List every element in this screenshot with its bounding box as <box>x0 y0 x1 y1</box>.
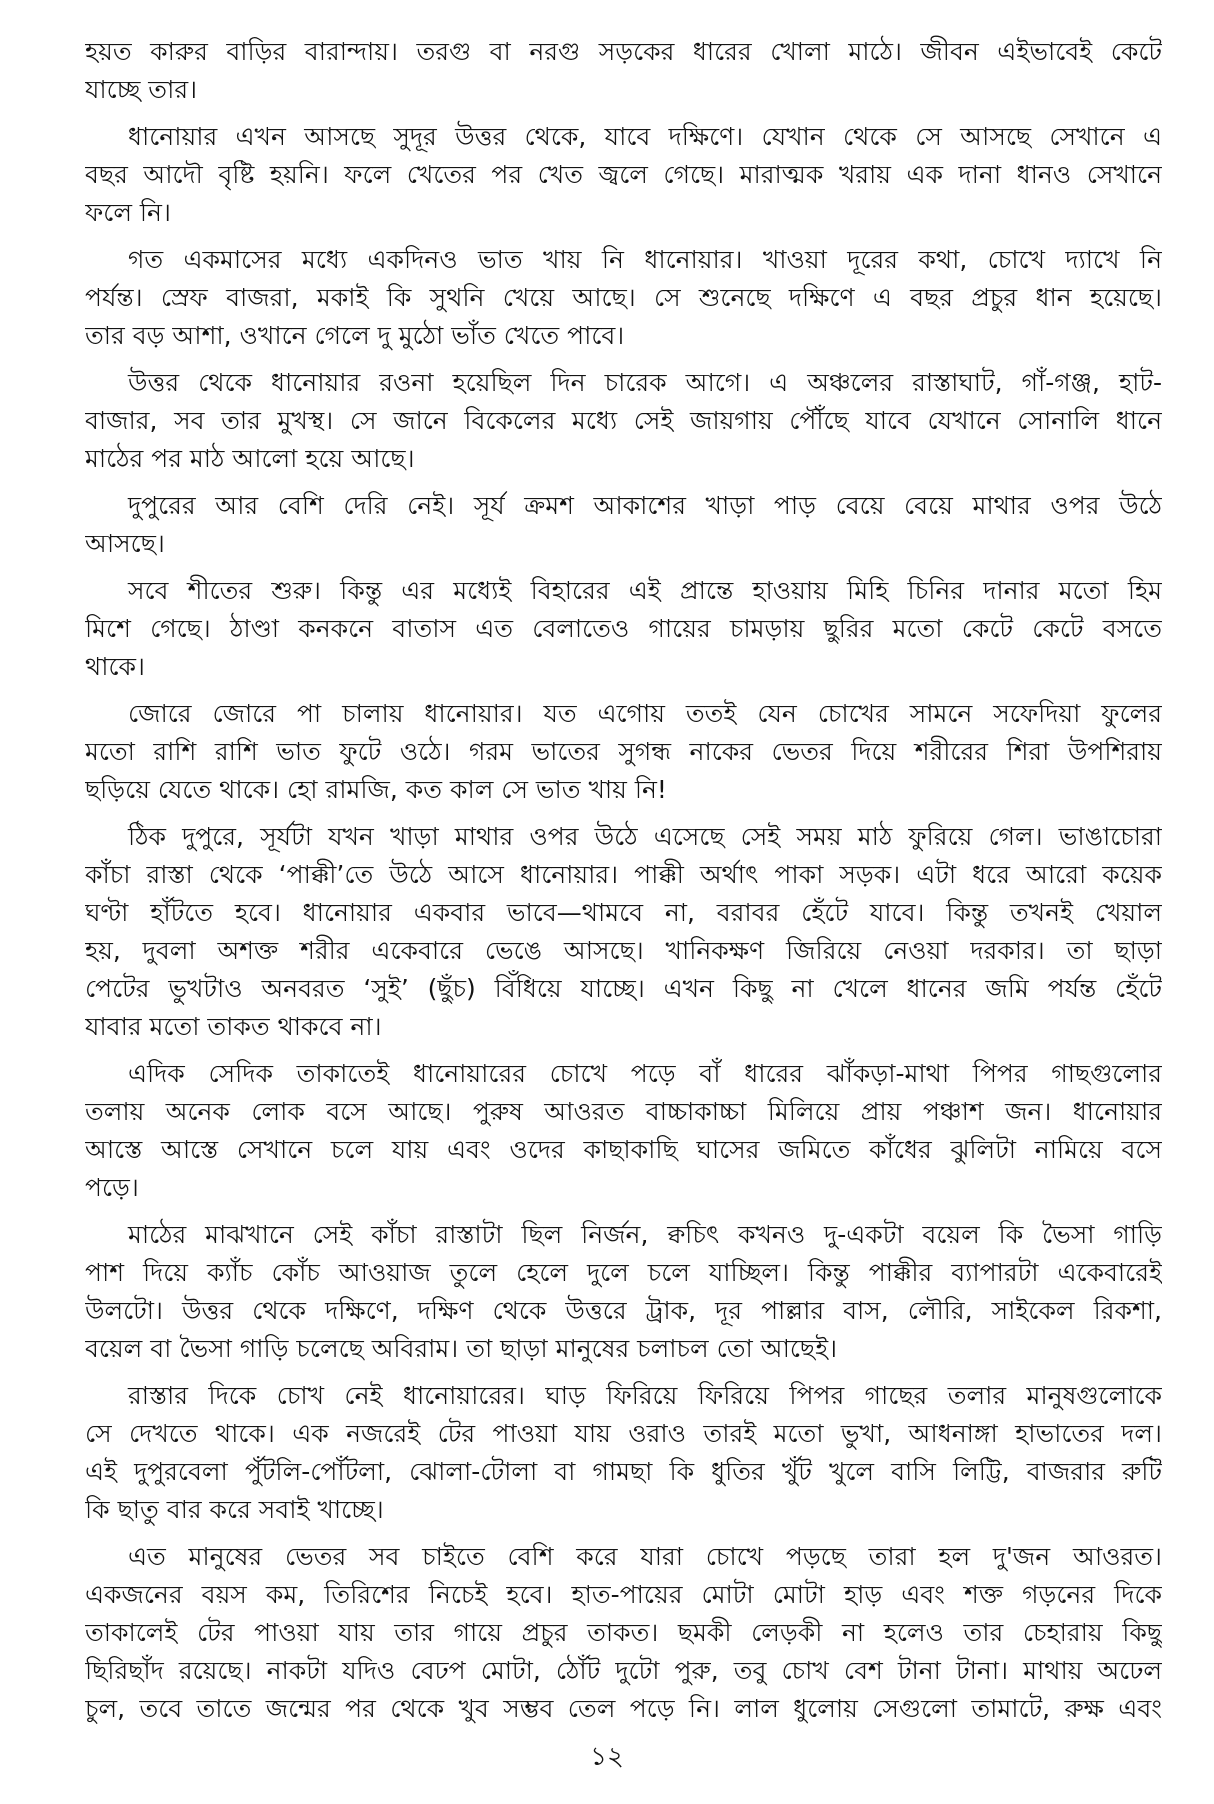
text-line: হয়, দুবলা অশক্ত শরীর একেবারে ভেঙে আসছে। খানিকক্ষণ জিরিয়ে নেওয়া দরকার। তা ছাড়া <box>85 936 1162 965</box>
text-line: পড়ে। <box>85 1173 139 1202</box>
text-line: বাজার, সব তার মুখস্থ। সে জানে বিকেলের মধ্যে সেই জায়গায় পৌঁছে যাবে যেখানে সোনালি ধানে <box>85 406 1162 435</box>
text-line: ছিরিছাঁদ রয়েছে। নাকটা যদিও বেঢপ মোটা, ঠোঁট দুটো পুরু, তবু চোখ বেশ টানা টানা। মাথায় অঢেল <box>85 1656 1162 1685</box>
paragraph <box>85 33 1162 109</box>
text-line: জোরে জোরে পা চালায় ধানোয়ার। যত এগোয় ততই যেন চোখের সামনে সফেদিয়া ফুলের <box>128 699 1162 728</box>
text-line: কাঁচা রাস্তা থেকে ‘পাক্কী’তে উঠে আসে ধানোয়ার। পাক্কী অর্থাৎ পাকা সড়ক। এটা ধরে আরো কয়েক <box>85 860 1162 889</box>
text-line: যাবার মতো তাকত থাকবে না। <box>85 1012 382 1041</box>
paragraph <box>85 241 1162 355</box>
text-line: কি ছাতু বার করে সবাই খাচ্ছে। <box>85 1495 384 1524</box>
text-line: মাঠের পর মাঠ আলো হয়ে আছে। <box>85 444 415 473</box>
text-line: থাকে। <box>85 652 145 681</box>
text-line: তলায় অনেক লোক বসে আছে। পুরুষ আওরত বাচ্চাকাচ্চা মিলিয়ে প্রায় পঞ্চাশ জন। ধানোয়ার <box>85 1097 1162 1126</box>
text-line: পেটের ভুখটাও অনবরত ‘সুই’ (ছুঁচ) বিঁধিয়ে যাচ্ছে। এখন কিছু না খেলে ধানের জমি পর্যন্ত হেঁটে <box>85 974 1162 1003</box>
text-line: ফলে নি। <box>85 198 171 227</box>
paragraph <box>85 1055 1162 1207</box>
text-line: আসছে। <box>85 529 165 558</box>
text-line: ছড়িয়ে যেতে থাকে। হো রামজি, কত কাল সে ভাত খায় নি! <box>85 775 667 804</box>
text-line: মাঠের মাঝখানে সেই কাঁচা রাস্তাটা ছিল নির্জন, ক্বচিৎ কখনও দু-একটা বয়েল কি ভৈসা গাড়ি <box>128 1220 1162 1249</box>
text-line: একজনের বয়স কম, তিরিশের নিচেই হবে। হাত-পায়ের মোটা মোটা হাড় এবং শক্ত গড়নের দিকে <box>85 1580 1162 1609</box>
text-line: দুপুরের আর বেশি দেরি নেই। সূর্য ক্রমশ আকাশের খাড়া পাড় বেয়ে বেয়ে মাথার ওপর উঠে <box>128 491 1162 520</box>
text-line: উলটো। উত্তর থেকে দক্ষিণে, দক্ষিণ থেকে উত্তরে ট্রাক, দূর পাল্লার বাস, লৌরি, সাইকেল রিকশা, <box>85 1296 1162 1325</box>
text-line: ঘণ্টা হাঁটতে হবে। ধানোয়ার একবার ভাবে—থামবে না, বরাবর হেঁটে যাবে। কিন্তু তখনই খেয়াল <box>85 898 1162 927</box>
paragraph <box>85 572 1162 686</box>
text-line: যাচ্ছে তার। <box>85 75 198 104</box>
text-line: মিশে গেছে। ঠাণ্ডা কনকনে বাতাস এত বেলাতেও গায়ের চামড়ায় ছুরির মতো কেটে কেটে বসতে <box>85 614 1162 643</box>
text-line: হয়ত কারুর বাড়ির বারান্দায়। তরগু বা নরগু সড়কের ধারের খোলা মাঠে। জীবন এইভাবেই কেটে <box>85 37 1162 66</box>
text-line: পাশ দিয়ে ক্যাঁচ কোঁচ আওয়াজ তুলে হেলে দুলে চলে যাচ্ছিল। কিন্তু পাক্কীর ব্যাপারটা একেবারেই <box>85 1258 1162 1287</box>
text-line: পর্যন্ত। স্রেফ বাজরা, মকাই কি সুথনি খেয়ে আছে। সে শুনেছে দক্ষিণে এ বছর প্রচুর ধান হয়েছে। <box>85 283 1162 312</box>
text-line: এই দুপুরবেলা পুঁটলি-পোঁটলা, ঝোলা-টোলা বা গামছা কি ধুতির খুঁট খুলে বাসি লিট্টি, বাজরার রুটি <box>85 1457 1162 1486</box>
page-body <box>85 33 1162 1737</box>
paragraph <box>85 118 1162 232</box>
paragraph <box>85 1216 1162 1368</box>
text-line: বয়েল বা ভৈসা গাড়ি চলেছে অবিরাম। তা ছাড়া মানুষের চলাচল তো আছেই। <box>85 1334 838 1363</box>
paragraph <box>85 695 1162 809</box>
text-line: ঠিক দুপুরে, সূর্যটা যখন খাড়া মাথার ওপর উঠে এসেছে সেই সময় মাঠ ফুরিয়ে গেল। ভাঙাচোরা <box>128 822 1162 851</box>
text-line: উত্তর থেকে ধানোয়ার রওনা হয়েছিল দিন চারেক আগে। এ অঞ্চলের রাস্তাঘাট, গাঁ-গঞ্জ, হাট- <box>128 368 1162 397</box>
page-number: ১২ <box>590 1742 624 1772</box>
text-line: এদিক সেদিক তাকাতেই ধানোয়ারের চোখে পড়ে বাঁ ধারের ঝাঁকড়া-মাথা পিপর গাছগুলোর <box>128 1059 1162 1088</box>
text-line: ধানোয়ার এখন আসছে সুদূর উত্তর থেকে, যাবে দক্ষিণে। যেখান থেকে সে আসছে সেখানে এ <box>128 122 1162 151</box>
paragraph <box>85 1538 1162 1728</box>
paragraph <box>85 818 1162 1046</box>
text-line: মতো রাশি রাশি ভাত ফুটে ওঠে। গরম ভাতের সুগন্ধ নাকের ভেতর দিয়ে শরীরের শিরা উপশিরায় <box>85 737 1162 766</box>
text-line: এত মানুষের ভেতর সব চাইতে বেশি করে যারা চোখে পড়ছে তারা হল দু'জন আওরত। <box>128 1542 1162 1571</box>
text-line: চুল, তবে তাতে জন্মের পর থেকে খুব সম্ভব তেল পড়ে নি। লাল ধুলোয় সেগুলো তামাটে, রুক্ষ এবং <box>85 1694 1162 1723</box>
text-line: সে দেখতে থাকে। এক নজরেই টের পাওয়া যায় ওরাও তারই মতো ভুখা, আধনাঙ্গা হাভাতের দল। <box>85 1419 1162 1448</box>
text-line: সবে শীতের শুরু। কিন্তু এর মধ্যেই বিহারের এই প্রান্তে হাওয়ায় মিহি চিনির দানার মতো হিম <box>128 576 1162 605</box>
text-line: বছর আদৌ বৃষ্টি হয়নি। ফলে খেতের পর খেত জ্বলে গেছে। মারাত্মক খরায় এক দানা ধানও সেখানে <box>85 160 1162 189</box>
text-line: গত একমাসের মধ্যে একদিনও ভাত খায় নি ধানোয়ার। খাওয়া দূরের কথা, চোখে দ্যাখে নি <box>128 245 1162 274</box>
text-line: তার বড় আশা, ওখানে গেলে দু মুঠো ভাঁত খেতে পাবে। <box>85 321 625 350</box>
paragraph <box>85 1377 1162 1529</box>
text-line: আস্তে আস্তে সেখানে চলে যায় এবং ওদের কাছাকাছি ঘাসের জমিতে কাঁধের ঝুলিটা নামিয়ে বসে <box>85 1135 1162 1164</box>
text-line: তাকালেই টের পাওয়া যায় তার গায়ে প্রচুর তাকত। ছমকী লেড়কী না হলেও তার চেহারায় কিছু <box>85 1618 1162 1647</box>
text-line: রাস্তার দিকে চোখ নেই ধানোয়ারের। ঘাড় ফিরিয়ে ফিরিয়ে পিপর গাছের তলার মানুষগুলোকে <box>128 1381 1162 1410</box>
paragraph <box>85 487 1162 563</box>
paragraph <box>85 364 1162 478</box>
